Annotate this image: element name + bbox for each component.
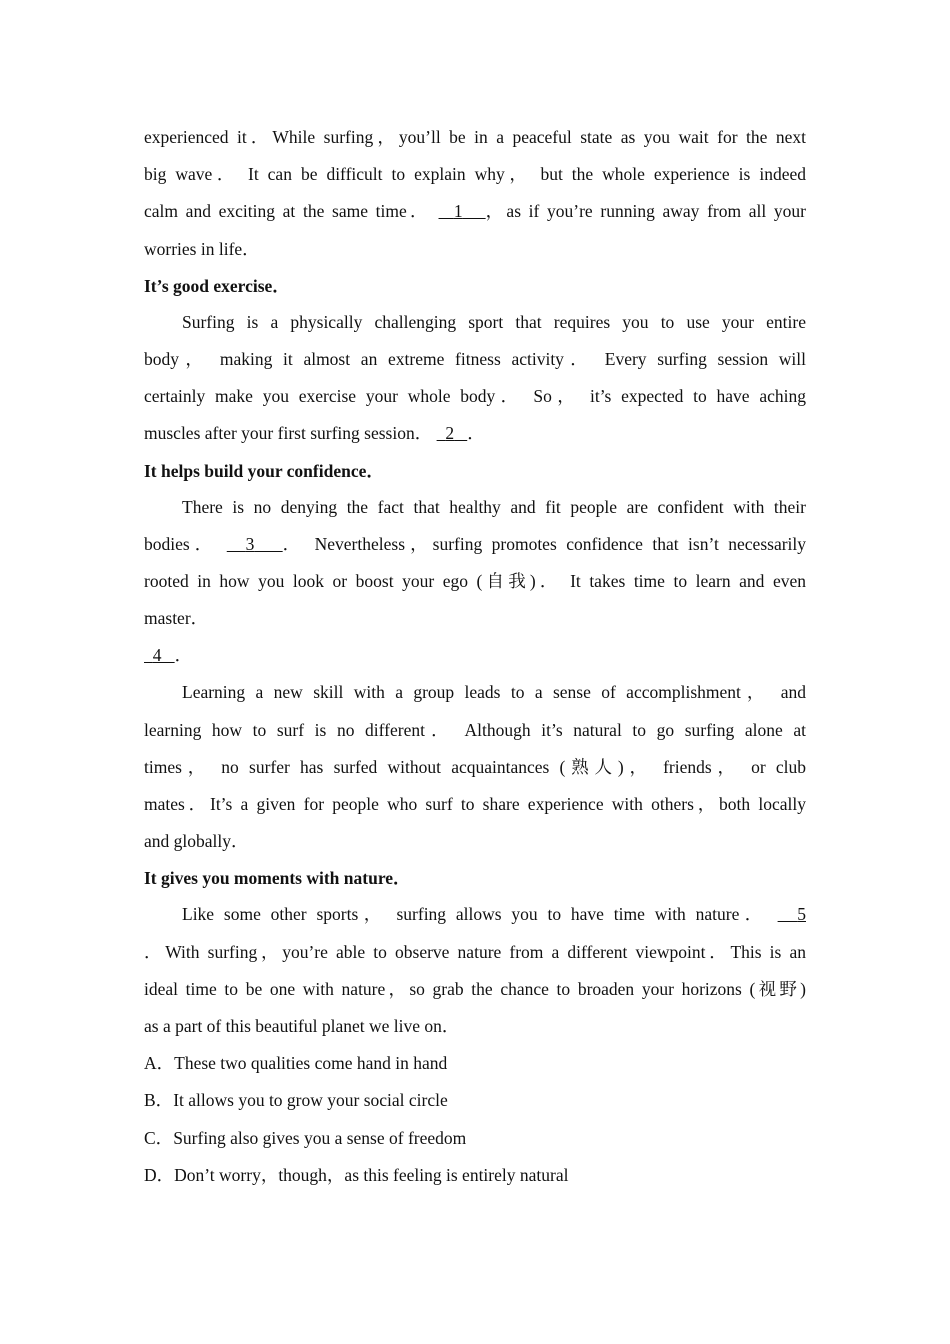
paragraph-line: There is no denying the fact that healthy and fit people are confident with their bbox=[182, 496, 806, 517]
paragraph-line: experienced it．While surfing，you’ll be in a peaceful state as you wait for the next bbox=[144, 127, 806, 147]
paragraph-line: ideal time to be one with nature，so grab the chance to broaden your horizons (视野) bbox=[144, 978, 806, 999]
text-segment: Like some other sports， surfing allows you to have time with nature． bbox=[182, 904, 768, 925]
paragraph-line: Learning a new skill with a group leads to a sense of accomplishment， and bbox=[182, 682, 806, 703]
option-letter: B． bbox=[144, 1090, 174, 1111]
text-segment: bodies． bbox=[144, 533, 218, 554]
paragraph-line: Surfing is a physically challenging sport that requires you to use your entire bbox=[182, 311, 806, 332]
blank-number: 1 bbox=[453, 201, 463, 222]
option-d bbox=[144, 1157, 806, 1194]
paragraph-line bbox=[144, 526, 806, 563]
intro-paragraph bbox=[144, 119, 806, 268]
paragraph-line: master． bbox=[144, 608, 209, 629]
blank-3 bbox=[227, 534, 283, 554]
text-segment: ，as if you’re running away from all your bbox=[485, 201, 807, 222]
option-text: These two qualities come hand in hand bbox=[174, 1053, 448, 1074]
paragraph-line: ．With surfing，you’re able to observe nature from a different viewpoint．This is an bbox=[144, 941, 806, 962]
option-letter: D． bbox=[144, 1164, 175, 1185]
text-segment: ． bbox=[174, 645, 193, 666]
paragraph-line: certainly make you exercise your whole body． So， it’s expected to have aching bbox=[144, 386, 806, 407]
paragraph-line: times， no surfer has surfed without acquaintances (熟人)， friends， or club bbox=[144, 756, 806, 777]
option-letter: A． bbox=[144, 1053, 175, 1074]
options-list bbox=[144, 1045, 806, 1194]
option-text: Don’t worry，though，as this feeling is entirely natural bbox=[174, 1164, 569, 1185]
document-page bbox=[144, 119, 806, 1194]
blank-number: 2 bbox=[445, 423, 455, 444]
paragraph-line bbox=[144, 415, 806, 452]
option-a bbox=[144, 1045, 806, 1082]
paragraph-line: worries in life． bbox=[144, 238, 260, 259]
section-heading: It’s good exercise． bbox=[144, 275, 290, 296]
text-segment: muscles after your first surfing session． bbox=[144, 423, 433, 444]
paragraph-line: body， making it almost an extreme fitness activity． Every surfing session will bbox=[144, 348, 806, 369]
section-paragraph bbox=[144, 304, 806, 453]
blank-number: 4 bbox=[152, 645, 162, 666]
section-paragraph bbox=[144, 896, 806, 1045]
paragraph-line: rooted in how you look or boost your ego (自我)． It takes time to learn and even bbox=[144, 570, 806, 591]
option-c bbox=[144, 1120, 806, 1157]
blank-4 bbox=[144, 645, 175, 665]
section-heading: It gives you moments with nature． bbox=[144, 868, 411, 889]
section-heading: It helps build your confidence． bbox=[144, 460, 384, 481]
paragraph-line: mates．It’s a given for people who surf to share experience with others，both locally bbox=[144, 794, 806, 814]
paragraph-line bbox=[144, 193, 806, 230]
section-paragraph bbox=[144, 489, 806, 638]
text-segment: ． Nevertheless，surfing promotes confidence that isn’t necessarily bbox=[282, 533, 807, 554]
section-paragraph bbox=[144, 674, 806, 860]
option-letter: C． bbox=[144, 1127, 174, 1148]
text-segment: calm and exciting at the same time． bbox=[144, 201, 431, 222]
text-segment: ． bbox=[467, 423, 485, 444]
paragraph-line: learning how to surf is no different． Although it’s natural to go surfing alone at bbox=[144, 719, 806, 740]
option-b bbox=[144, 1082, 806, 1119]
option-text: It allows you to grow your social circle bbox=[173, 1090, 448, 1111]
paragraph-line: and globally． bbox=[144, 831, 249, 852]
paragraph-line bbox=[144, 896, 806, 933]
paragraph-line: big wave． It can be difficult to explain why， but the whole experience is indeed bbox=[144, 164, 806, 185]
blank-2 bbox=[437, 423, 468, 443]
blank-1 bbox=[439, 201, 486, 221]
blank-number: 3 bbox=[245, 533, 255, 554]
option-text: Surfing also gives you a sense of freedom bbox=[173, 1127, 467, 1148]
blank-5 bbox=[778, 904, 806, 924]
blank-number: 5 bbox=[797, 904, 806, 925]
paragraph-line: as a part of this beautiful planet we live on． bbox=[144, 1015, 460, 1036]
section-heading-blank bbox=[144, 637, 806, 674]
